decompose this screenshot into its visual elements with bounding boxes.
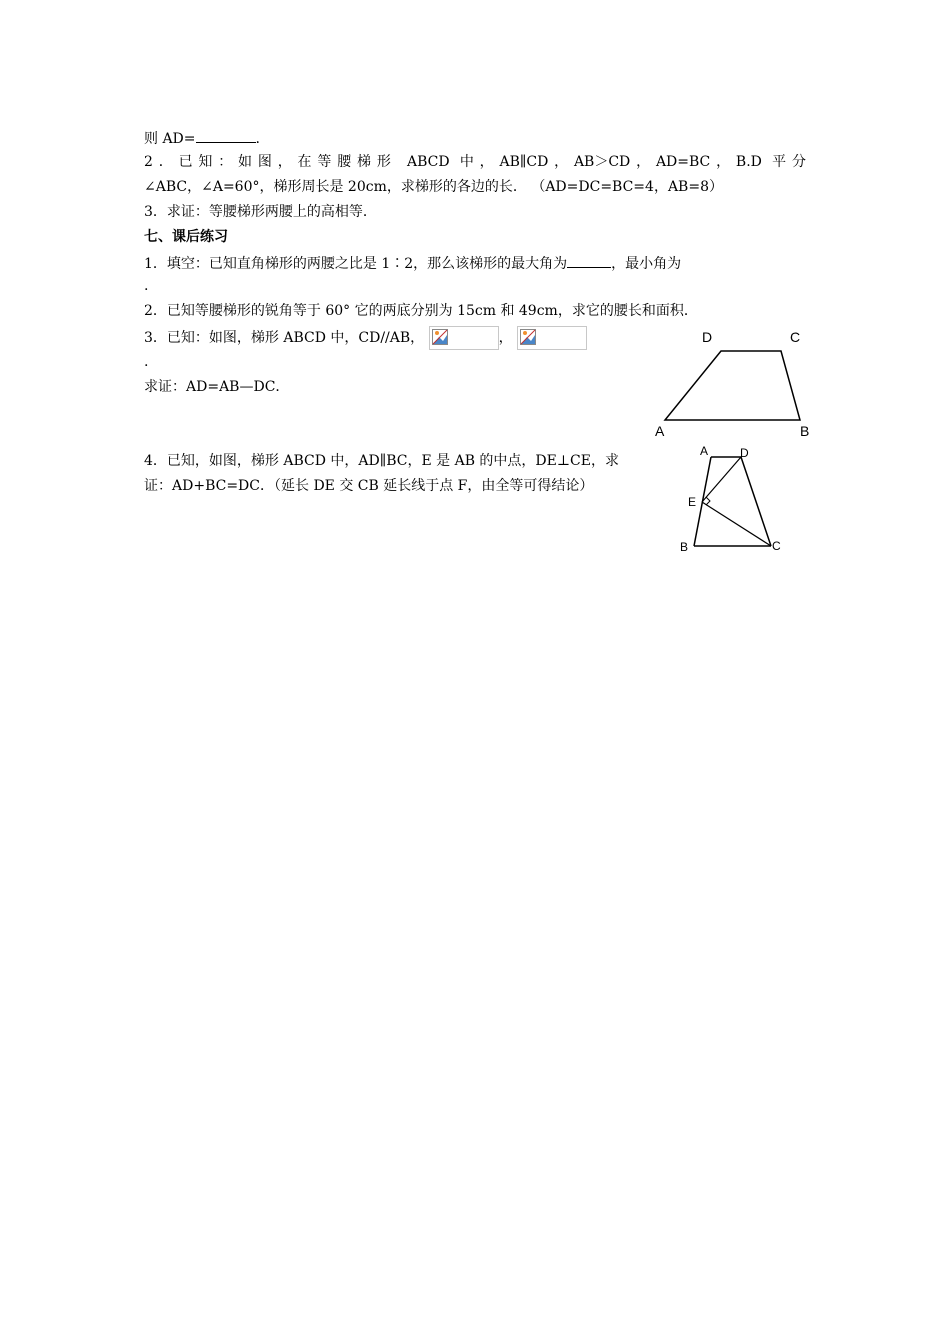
trapezoid-shape: [665, 351, 800, 420]
exercise-3: [144, 326, 587, 350]
label-b: B: [680, 540, 689, 554]
section-heading: 七、课后练习: [144, 229, 228, 245]
problem-2: 2．已知：如图，在等腰梯形 ABCD 中，AB∥CD，AB＞CD，AD=BC，B.D 平分: [144, 154, 806, 170]
broken-image-placeholder: [429, 326, 499, 350]
label-a: A: [700, 444, 709, 458]
line-ad-blank: [144, 128, 260, 148]
broken-image-icon: [520, 329, 536, 345]
trapezoid-figure-2: [675, 443, 790, 556]
segment-de: [702, 457, 741, 502]
broken-image-placeholder: [517, 326, 587, 350]
text: .: [255, 131, 260, 147]
exercise-3-dot: .: [144, 354, 149, 370]
fill-blank: [567, 253, 611, 268]
segment-dc: [741, 457, 771, 546]
exercise-1: [144, 253, 681, 273]
label-b: B: [800, 423, 810, 439]
problem-3: 3．求证：等腰梯形两腰上的高相等．: [144, 204, 377, 220]
label-d: D: [702, 329, 713, 345]
label-a: A: [655, 423, 665, 439]
label-e: E: [688, 495, 697, 509]
text: 1．填空：已知直角梯形的两腰之比是 1∶2，那么该梯形的最大角为: [144, 256, 568, 272]
exercise-1-end: .: [144, 278, 149, 294]
label-d: D: [740, 446, 749, 460]
fill-blank: [196, 128, 256, 143]
label-c: C: [772, 539, 781, 553]
segment-ce: [702, 502, 771, 546]
exercise-3-prove: 求证：AD=AB—DC．: [144, 379, 290, 395]
right-angle-mark: [706, 497, 710, 505]
text: 3．已知：如图，梯形 ABCD 中，CD//AB，: [144, 330, 425, 346]
problem-2-cont: ∠ABC，∠A=60°，梯形周长是 20cm，求梯形的各边的长． （AD=DC=BC=4，AB=8）: [144, 179, 723, 195]
trapezoid-figure-1: [650, 325, 820, 440]
text: ，最小角为: [611, 256, 682, 272]
text: ，: [498, 330, 513, 346]
exercise-4: 4．已知，如图，梯形 ABCD 中，AD∥BC，E 是 AB 的中点，DE⊥CE，求: [144, 453, 619, 469]
exercise-2: 2．已知等腰梯形的锐角等于 60° 它的两底分别为 15cm 和 49cm，求它的腰长和面积．: [144, 303, 698, 319]
label-c: C: [790, 329, 801, 345]
text: 则 AD=: [144, 131, 196, 147]
broken-image-icon: [432, 329, 448, 345]
exercise-4-cont: 证：AD+BC=DC．（延长 DE 交 CB 延长线于点 F，由全等可得结论）: [144, 478, 594, 494]
